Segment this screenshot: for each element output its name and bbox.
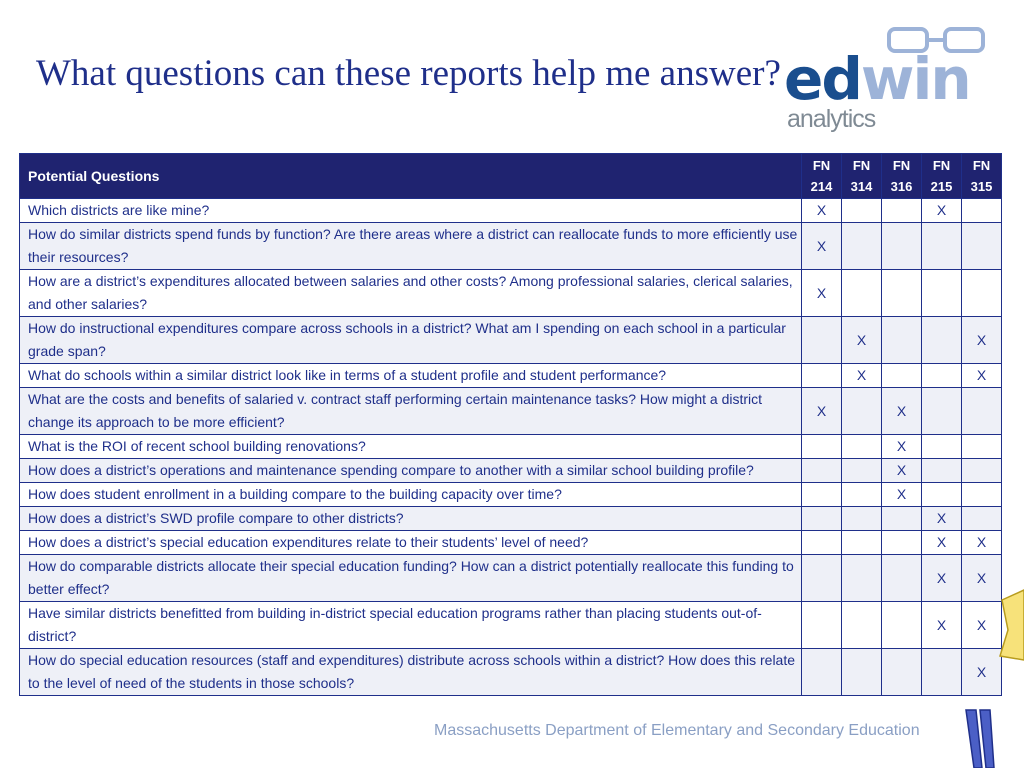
- header-fn-prefix: FN: [932, 158, 951, 173]
- question-cell: Have similar districts benefitted from building in-district special education programs rather than placing students out-of-district?: [20, 602, 802, 649]
- question-cell: How do instructional expenditures compare across schools in a district? What am I spending on each school in a particular grade span?: [20, 317, 802, 364]
- report-mark-cell: X: [962, 602, 1002, 649]
- report-mark-cell: [882, 649, 922, 696]
- header-potential-questions: Potential Questions: [20, 154, 802, 199]
- report-mark-cell: X: [922, 531, 962, 555]
- header-fn-column: [882, 154, 922, 199]
- report-mark-cell: [842, 555, 882, 602]
- table-row: [20, 483, 1002, 507]
- table-row: [20, 507, 1002, 531]
- question-cell: What do schools within a similar district look like in terms of a student profile and student performance?: [20, 364, 802, 388]
- question-cell: How does a district’s special education expenditures relate to their students’ level of need?: [20, 531, 802, 555]
- report-mark-cell: [882, 531, 922, 555]
- report-mark-cell: [842, 459, 882, 483]
- question-cell: What is the ROI of recent school building renovations?: [20, 435, 802, 459]
- report-mark-cell: [962, 483, 1002, 507]
- header-fn-number: 215: [930, 179, 953, 194]
- footer-text: Massachusetts Department of Elementary and Secondary Education: [434, 722, 920, 739]
- table-row: [20, 555, 1002, 602]
- table-header-row: [20, 154, 1002, 199]
- edwin-analytics-logo: [784, 26, 990, 134]
- report-mark-cell: X: [962, 364, 1002, 388]
- report-mark-cell: X: [922, 199, 962, 223]
- report-mark-cell: [802, 555, 842, 602]
- report-mark-cell: [962, 435, 1002, 459]
- report-mark-cell: [962, 199, 1002, 223]
- header-fn-number: 314: [850, 179, 873, 194]
- report-mark-cell: X: [922, 602, 962, 649]
- question-cell: How are a district’s expenditures allocated between salaries and other costs? Among professional salaries, clerical salaries, and other salaries?: [20, 270, 802, 317]
- slide-title: What questions can these reports help me answer?: [36, 53, 781, 94]
- header-fn-prefix: FN: [812, 158, 831, 173]
- report-mark-cell: [802, 507, 842, 531]
- logo-wordmark: [784, 45, 970, 113]
- report-mark-cell: X: [962, 531, 1002, 555]
- report-mark-cell: [882, 199, 922, 223]
- table-row: [20, 435, 1002, 459]
- report-mark-cell: [842, 199, 882, 223]
- report-mark-cell: X: [882, 435, 922, 459]
- question-cell: How does a district’s operations and maintenance spending compare to another with a similar school building profile?: [20, 459, 802, 483]
- report-mark-cell: [922, 649, 962, 696]
- header-fn-column: [802, 154, 842, 199]
- table-row: [20, 459, 1002, 483]
- report-mark-cell: [802, 435, 842, 459]
- report-mark-cell: [802, 317, 842, 364]
- questions-table: [19, 153, 1002, 696]
- report-mark-cell: [842, 602, 882, 649]
- report-mark-cell: [842, 483, 882, 507]
- question-cell: How does a district’s SWD profile compare to other districts?: [20, 507, 802, 531]
- header-fn-column: [842, 154, 882, 199]
- report-mark-cell: [882, 223, 922, 270]
- report-mark-cell: [802, 364, 842, 388]
- report-mark-cell: [922, 317, 962, 364]
- report-mark-cell: [962, 459, 1002, 483]
- table-row: [20, 388, 1002, 435]
- report-mark-cell: [842, 649, 882, 696]
- table-row: [20, 270, 1002, 317]
- report-mark-cell: [922, 364, 962, 388]
- report-mark-cell: [842, 531, 882, 555]
- report-mark-cell: [922, 223, 962, 270]
- report-mark-cell: X: [882, 388, 922, 435]
- report-mark-cell: [962, 270, 1002, 317]
- report-mark-cell: [922, 388, 962, 435]
- header-fn-number: 214: [810, 179, 833, 194]
- report-mark-cell: [842, 388, 882, 435]
- header-fn-number: 315: [970, 179, 993, 194]
- report-mark-cell: [802, 649, 842, 696]
- header-fn-number: 316: [890, 179, 913, 194]
- report-mark-cell: [882, 270, 922, 317]
- table-row: [20, 531, 1002, 555]
- table-row: [20, 317, 1002, 364]
- question-cell: How does student enrollment in a building compare to the building capacity over time?: [20, 483, 802, 507]
- report-mark-cell: [842, 435, 882, 459]
- report-mark-cell: X: [802, 388, 842, 435]
- report-mark-cell: [802, 531, 842, 555]
- report-mark-cell: [922, 435, 962, 459]
- report-mark-cell: [882, 364, 922, 388]
- report-mark-cell: [922, 270, 962, 317]
- report-mark-cell: [842, 223, 882, 270]
- report-mark-cell: X: [802, 223, 842, 270]
- report-mark-cell: X: [962, 555, 1002, 602]
- report-mark-cell: X: [802, 199, 842, 223]
- table-row: [20, 199, 1002, 223]
- header-fn-prefix: FN: [852, 158, 871, 173]
- report-mark-cell: X: [922, 555, 962, 602]
- question-cell: How do special education resources (staff and expenditures) distribute across schools within a district? How does this relate to the level of need of the students in those schools?: [20, 649, 802, 696]
- report-mark-cell: X: [842, 317, 882, 364]
- question-cell: How do similar districts spend funds by function? Are there areas where a district can reallocate funds to more efficiently use their resources?: [20, 223, 802, 270]
- report-mark-cell: [802, 602, 842, 649]
- header-fn-prefix: FN: [892, 158, 911, 173]
- table-row: [20, 649, 1002, 696]
- report-mark-cell: [962, 388, 1002, 435]
- header-fn-column: [962, 154, 1002, 199]
- report-mark-cell: [842, 270, 882, 317]
- report-mark-cell: X: [882, 459, 922, 483]
- header-fn-column: [922, 154, 962, 199]
- mascot-figure-icon: [960, 560, 1024, 768]
- report-mark-cell: X: [802, 270, 842, 317]
- report-mark-cell: X: [882, 483, 922, 507]
- report-mark-cell: [882, 507, 922, 531]
- question-cell: Which districts are like mine?: [20, 199, 802, 223]
- report-mark-cell: [962, 507, 1002, 531]
- report-mark-cell: [842, 507, 882, 531]
- report-mark-cell: [882, 555, 922, 602]
- report-mark-cell: [802, 483, 842, 507]
- report-mark-cell: X: [842, 364, 882, 388]
- logo-subtitle: analytics: [787, 105, 876, 133]
- report-mark-cell: X: [922, 507, 962, 531]
- report-mark-cell: [882, 602, 922, 649]
- report-mark-cell: X: [962, 317, 1002, 364]
- question-cell: What are the costs and benefits of salaried v. contract staff performing certain maintenance tasks? How might a district change its approach to be more efficient?: [20, 388, 802, 435]
- report-mark-cell: [962, 223, 1002, 270]
- logo-word-win: win: [860, 45, 970, 113]
- logo-word-ed: ed: [784, 45, 861, 113]
- report-mark-cell: [882, 317, 922, 364]
- report-mark-cell: [922, 459, 962, 483]
- report-mark-cell: [802, 459, 842, 483]
- table-row: [20, 602, 1002, 649]
- report-mark-cell: X: [962, 649, 1002, 696]
- header-fn-prefix: FN: [972, 158, 991, 173]
- report-mark-cell: [922, 483, 962, 507]
- question-cell: How do comparable districts allocate their special education funding? How can a district potentially reallocate this funding to better effect?: [20, 555, 802, 602]
- table-row: [20, 364, 1002, 388]
- table-row: [20, 223, 1002, 270]
